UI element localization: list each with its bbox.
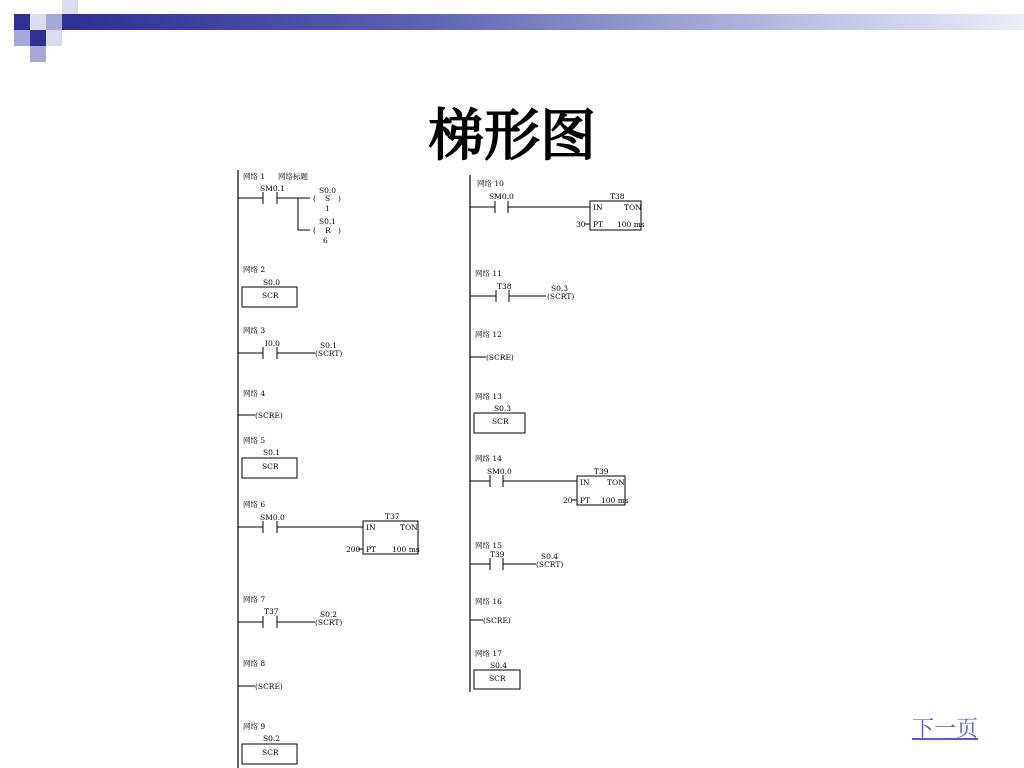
contact-no [238, 347, 315, 359]
coil-label: (SCRE) [255, 411, 283, 420]
contact-no [238, 521, 363, 533]
coil-type: R [325, 226, 331, 235]
network-label: 网络 3 [243, 326, 266, 335]
contact-address: I0.0 [265, 339, 280, 348]
network-label: 网络 6 [243, 500, 266, 509]
network-label: 网络 12 [475, 330, 502, 339]
timer-address: T39 [594, 467, 609, 476]
network-16 [470, 596, 511, 625]
slide-title: 梯形图 [428, 104, 596, 169]
network-1 [238, 171, 341, 245]
coil-close-paren: ) [338, 194, 341, 203]
network-5 [242, 435, 297, 478]
timer-pt-label: PT [580, 496, 591, 505]
network-label: 网络 4 [243, 389, 266, 398]
contact-address: SM0.1 [260, 184, 285, 193]
timer-base: 100 ms [601, 496, 629, 505]
network-label: 网络 14 [475, 454, 502, 463]
coil-label: (SCRT) [315, 349, 343, 358]
network-label: 网络 13 [475, 392, 502, 401]
network-8 [238, 658, 283, 691]
contact-address: SM0.0 [260, 513, 285, 522]
timer-address: T38 [610, 192, 625, 201]
network-15 [470, 540, 563, 570]
pt-value: 20 [563, 496, 573, 505]
coil-address: S0.0 [319, 186, 337, 195]
timer-type: TON [400, 523, 418, 532]
contact-no [238, 192, 310, 230]
contact-no [470, 290, 546, 302]
contact-address: T37 [264, 607, 279, 616]
timer-in-label: IN [593, 203, 603, 212]
coil-open-paren: ( [313, 194, 316, 203]
box-label: SCR [489, 674, 506, 683]
timer-address: T37 [385, 512, 400, 521]
contact-address: T38 [497, 282, 512, 291]
network-2 [242, 264, 297, 307]
network-10 [470, 178, 645, 230]
contact-no [470, 201, 590, 213]
timer-in-label: IN [580, 478, 590, 487]
coil-count: 6 [323, 236, 328, 245]
network-6 [238, 499, 420, 554]
timer-base: 100 ms [617, 220, 645, 229]
box-address: S0.2 [263, 734, 281, 743]
network-13 [474, 391, 525, 433]
network-12 [470, 329, 514, 362]
network-label: 网络 9 [243, 722, 266, 731]
coil-address: S0.3 [551, 284, 569, 293]
network-14 [470, 453, 629, 505]
network-3 [238, 325, 342, 359]
network-label: 网络 2 [243, 265, 266, 274]
coil-address: S0.2 [320, 610, 338, 619]
timer-base: 100 ms [392, 545, 420, 554]
contact-no [470, 558, 536, 570]
coil-label: (SCRT) [547, 292, 575, 301]
coil-label: (SCRT) [315, 618, 343, 627]
timer-in-label: IN [366, 523, 376, 532]
coil-label: (SCRE) [486, 353, 514, 362]
coil-type: S [325, 194, 331, 203]
network-label: 网络 5 [243, 436, 266, 445]
coil-label: (SCRE) [255, 682, 283, 691]
timer-pt-label: PT [593, 220, 604, 229]
box-address: S0.1 [263, 448, 281, 457]
contact-address: T39 [490, 550, 505, 559]
network-label: 网络 1 [243, 172, 266, 181]
box-address: S0.0 [263, 278, 281, 287]
network-7 [238, 594, 342, 628]
network-9 [242, 721, 297, 764]
box-label: SCR [262, 462, 279, 471]
box-address: S0.4 [490, 661, 508, 670]
contact-address: SM0.0 [487, 467, 512, 476]
coil-address: S0.4 [541, 552, 559, 561]
timer-type: TON [607, 478, 625, 487]
coil-address: S0.1 [320, 341, 338, 350]
network-label: 网络 8 [243, 659, 266, 668]
network-label: 网络 7 [243, 595, 266, 604]
network-4 [238, 388, 283, 420]
pt-value: 30 [576, 220, 586, 229]
coil-label: (SCRT) [536, 560, 564, 569]
contact-address: SM0.0 [489, 192, 514, 201]
contact-no [470, 475, 577, 487]
network-label: 网络 11 [475, 269, 502, 278]
timer-type: TON [624, 203, 642, 212]
coil-open-paren: ( [313, 226, 316, 235]
network-11 [470, 268, 574, 302]
box-label: SCR [262, 748, 279, 757]
coil-label: (SCRE) [483, 616, 511, 625]
network-label: 网络 17 [475, 649, 502, 658]
coil-close-paren: ) [338, 226, 341, 235]
network-label: 网络 10 [477, 179, 504, 188]
box-address: S0.3 [494, 404, 512, 413]
network-label: 网络 15 [475, 541, 502, 550]
pt-value: 200 [346, 545, 361, 554]
coil-address: S0.1 [319, 217, 337, 226]
coil-count: 1 [325, 204, 330, 213]
network-label: 网络 16 [475, 597, 502, 606]
box-label: SCR [492, 417, 509, 426]
box-label: SCR [262, 291, 279, 300]
network-title: 网络标题 [278, 172, 308, 181]
timer-pt-label: PT [366, 545, 377, 554]
contact-no [238, 616, 315, 628]
network-17 [474, 648, 520, 689]
next-page-link[interactable]: 下一页 [912, 717, 979, 742]
